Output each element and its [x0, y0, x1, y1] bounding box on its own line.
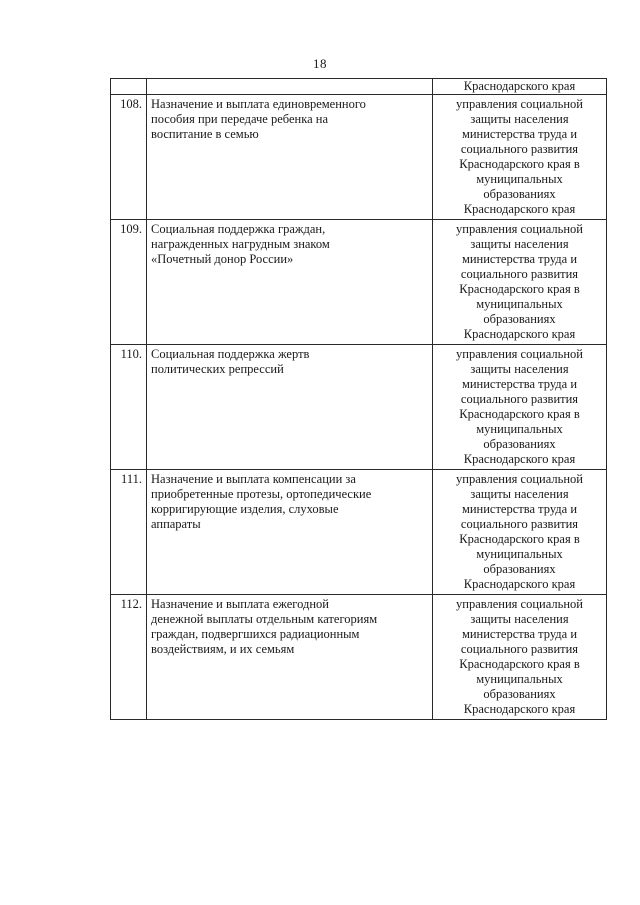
service-name-line: граждан, подвергшихся радиационным: [151, 627, 360, 641]
responsible-org-line: муниципальных: [476, 297, 563, 311]
page-number: 18: [313, 56, 327, 71]
service-name-cell: [147, 220, 433, 345]
responsible-org-cell: [433, 95, 607, 220]
continuation-row: [111, 79, 607, 95]
responsible-org-line: образованиях: [483, 437, 556, 451]
responsible-org-line: защиты населения: [470, 112, 569, 126]
service-name-line: аппараты: [151, 517, 201, 531]
responsible-org-line: Краснодарского края в: [459, 157, 580, 171]
table-row: [111, 595, 607, 720]
table-row: [111, 345, 607, 470]
service-name-cell: [147, 345, 433, 470]
service-name-line: Назначение и выплата единовременного: [151, 97, 366, 111]
responsible-org-line: управления социальной: [456, 347, 583, 361]
service-name-cell: [147, 470, 433, 595]
service-name-cell: [147, 79, 433, 95]
table-row: [111, 95, 607, 220]
responsible-org-line: образованиях: [483, 687, 556, 701]
responsible-org-line: защиты населения: [470, 612, 569, 626]
service-name-line: приобретенные протезы, ортопедические: [151, 487, 372, 501]
responsible-org-line: управления социальной: [456, 597, 583, 611]
row-number-cell: 108.: [111, 95, 147, 220]
responsible-org-cell: [433, 595, 607, 720]
responsible-org-line: министерства труда и: [461, 377, 578, 391]
services-table: [110, 78, 607, 720]
responsible-org-line: образованиях: [483, 312, 556, 326]
responsible-org-line: управления социальной: [456, 97, 583, 111]
service-name-line: денежной выплаты отдельным категориям: [151, 612, 378, 626]
responsible-org-line: муниципальных: [476, 672, 563, 686]
service-name-cell: [147, 595, 433, 720]
responsible-org-line: социального развития: [460, 392, 579, 406]
responsible-org-line: социального развития: [460, 642, 579, 656]
responsible-org-cell: [433, 220, 607, 345]
responsible-org-line: Краснодарского края: [463, 577, 576, 591]
responsible-org-line: образованиях: [483, 187, 556, 201]
responsible-org-line: министерства труда и: [461, 627, 578, 641]
responsible-org-line: Краснодарского края в: [459, 407, 580, 421]
responsible-org-line: муниципальных: [476, 547, 563, 561]
responsible-org-line: министерства труда и: [461, 502, 578, 516]
service-name-line: награжденных нагрудным знаком: [151, 237, 330, 251]
responsible-org-cell: [433, 470, 607, 595]
service-name-line: Социальная поддержка граждан,: [151, 222, 326, 236]
responsible-org-cell: [433, 345, 607, 470]
responsible-org-line: защиты населения: [470, 362, 569, 376]
service-name-line: пособия при передаче ребенка на: [151, 112, 328, 126]
responsible-org-line: Краснодарского края: [463, 202, 576, 216]
table-row: [111, 220, 607, 345]
responsible-org-line: управления социальной: [456, 472, 583, 486]
responsible-org-line: социального развития: [460, 517, 579, 531]
responsible-org-line: муниципальных: [476, 422, 563, 436]
responsible-org-line: защиты населения: [470, 237, 569, 251]
responsible-org-line: Краснодарского края в: [459, 532, 580, 546]
responsible-org-line: муниципальных: [476, 172, 563, 186]
responsible-org-line: образованиях: [483, 562, 556, 576]
row-number-cell: 112.: [111, 595, 147, 720]
row-number-cell: [111, 79, 147, 95]
responsible-org-line: Краснодарского края в: [459, 282, 580, 296]
service-name-line: Социальная поддержка жертв: [151, 347, 310, 361]
responsible-org-line: управления социальной: [456, 222, 583, 236]
service-name-line: корригирующие изделия, слуховые: [151, 502, 339, 516]
service-name-line: Назначение и выплата компенсации за: [151, 472, 356, 486]
row-number-cell: 111.: [111, 470, 147, 595]
table-row: [111, 470, 607, 595]
service-name-line: «Почетный донор России»: [151, 252, 294, 266]
responsible-org-line: Краснодарского края: [463, 702, 576, 716]
responsible-org-line: министерства труда и: [461, 127, 578, 141]
responsible-org-line: Краснодарского края в: [459, 657, 580, 671]
responsible-org-line: Краснодарского края: [463, 327, 576, 341]
responsible-org-cell: Краснодарского края: [433, 79, 607, 95]
responsible-org-line: Краснодарского края: [463, 452, 576, 466]
service-name-cell: [147, 95, 433, 220]
service-name-line: Назначение и выплата ежегодной: [151, 597, 329, 611]
service-name-line: воздействиям, и их семьям: [151, 642, 295, 656]
row-number-cell: 110.: [111, 345, 147, 470]
service-name-line: воспитание в семью: [151, 127, 259, 141]
service-name-line: политических репрессий: [151, 362, 284, 376]
row-number-cell: 109.: [111, 220, 147, 345]
responsible-org-line: защиты населения: [470, 487, 569, 501]
responsible-org-line: министерства труда и: [461, 252, 578, 266]
responsible-org-line: социального развития: [460, 267, 579, 281]
responsible-org-line: социального развития: [460, 142, 579, 156]
